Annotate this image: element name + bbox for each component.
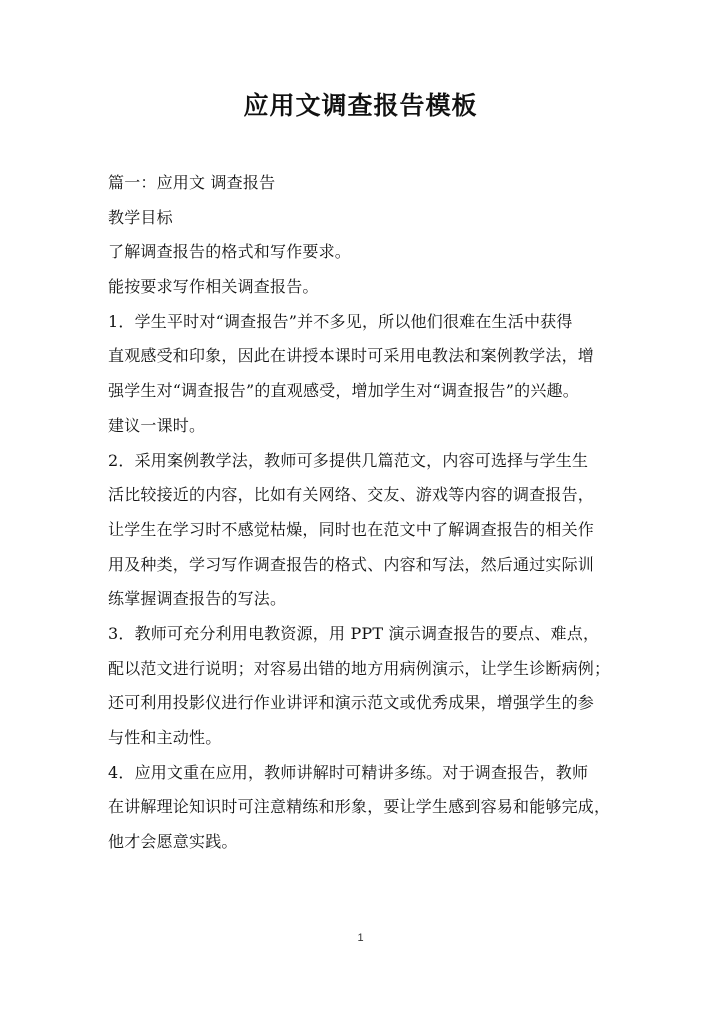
paragraph-line: 建议一课时。 (108, 415, 206, 435)
paragraph-line: 在讲解理论知识时可注意精练和形象，要让学生感到容易和能够完成， (108, 797, 611, 817)
document-body (108, 166, 628, 860)
paragraph-line: 直观感受和印象，因此在讲授本课时可采用电教法和案例教学法，增 (108, 346, 595, 366)
section-heading: 篇一：应用文 调查报告 (108, 173, 276, 192)
paragraph-line: 让学生在学习时不感觉枯燥，同时也在范文中了解调查报告的相关作 (108, 519, 595, 539)
paragraph-line: 3．教师可充分利用电教资源，用 PPT 演示调查报告的要点、难点， (108, 623, 600, 643)
page-number: 1 (357, 932, 364, 944)
paragraph-line: 还可利用投影仪进行作业讲评和演示范文或优秀成果，增强学生的参 (108, 693, 595, 713)
document-title: 应用文调查报告模板 (243, 91, 478, 120)
paragraph-line: 能按要求写作相关调查报告。 (108, 277, 319, 297)
paragraph-line: 强学生对“调查报告”的直观感受，增加学生对“调查报告”的兴趣。 (108, 381, 579, 401)
paragraph-line: 了解调查报告的格式和写作要求。 (108, 242, 352, 262)
paragraph-line: 教学目标 (108, 207, 173, 227)
paragraph-line: 他才会愿意实践。 (108, 832, 238, 852)
paragraph-line: 用及种类，学习写作调查报告的格式、内容和写法，然后通过实际训 (108, 554, 595, 574)
paragraph-line: 2．采用案例教学法，教师可多提供几篇范文，内容可选择与学生生 (108, 450, 589, 470)
paragraph-line: 活比较接近的内容，比如有关网络、交友、游戏等内容的调查报告， (108, 485, 595, 505)
paragraph-line: 练掌握调查报告的写法。 (108, 589, 287, 609)
paragraph-line: 配以范文进行说明；对容易出错的地方用病例演示，让学生诊断病例； (108, 658, 611, 678)
paragraph-line: 4．应用文重在应用，教师讲解时可精讲多练。对于调查报告，教师 (108, 762, 589, 782)
paragraph-line: 1．学生平时对“调查报告”并不多见，所以他们很难在生活中获得 (108, 311, 573, 331)
paragraph-line: 与性和主动性。 (108, 728, 222, 747)
